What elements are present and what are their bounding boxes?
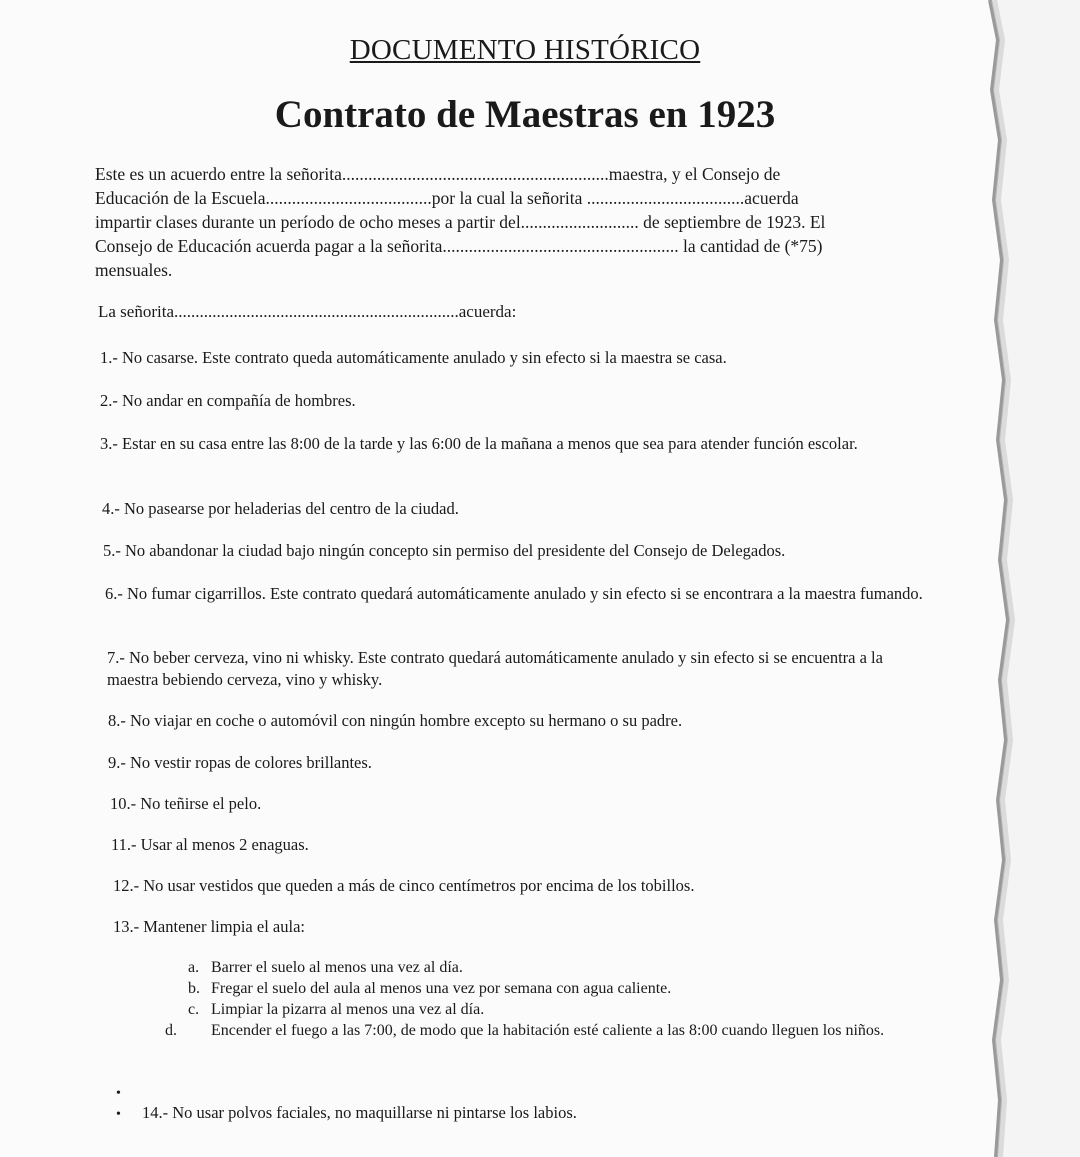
torn-paper-edge bbox=[970, 0, 1080, 1157]
subclause-d bbox=[165, 1020, 901, 1041]
clause-7: 7.- No beber cerveza, vino ni whisky. Este contrato quedará automáticamente anulado y sin efecto si se encuentra a la maestra bebiendo cerveza, vino y whisky. bbox=[107, 648, 883, 689]
clause-11: 11.- Usar al menos 2 enaguas. bbox=[111, 835, 309, 854]
intro-line: mensuales. bbox=[95, 260, 173, 280]
subclause-text: Encender el fuego a las 7:00, de modo que la habitación esté caliente a las 8:00 cuando lleguen los niños. bbox=[211, 1022, 885, 1039]
clause-4: 4.- No pasearse por heladerias del centro de la ciudad. bbox=[102, 499, 459, 518]
subclause-text: Barrer el suelo al menos una vez al día. bbox=[211, 959, 463, 976]
subclause-a bbox=[188, 957, 888, 978]
subclause-b bbox=[188, 978, 888, 999]
clause-8: 8.- No viajar en coche o automóvil con ningún hombre excepto su hermano o su padre. bbox=[108, 711, 683, 730]
subclause-letter: d. bbox=[165, 1022, 177, 1039]
subclause-c bbox=[188, 999, 888, 1020]
clause-9: 9.- No vestir ropas de colores brillantes. bbox=[108, 753, 372, 772]
bullet-item-clause-14 bbox=[116, 1103, 577, 1123]
intro-line: Consejo de Educación acuerda pagar a la señorita...................................................... la cantidad de (*75) bbox=[95, 236, 823, 256]
subclause-letter: c. bbox=[188, 1001, 200, 1018]
subclause-letter: a. bbox=[188, 959, 200, 976]
document-title: Contrato de Maestras en 1923 bbox=[274, 93, 776, 136]
clause-10: 10.- No teñirse el pelo. bbox=[110, 794, 262, 813]
bullet-item-empty bbox=[116, 1082, 142, 1102]
bullet-icon: • bbox=[116, 1107, 121, 1122]
document-heading: DOCUMENTO HISTÓRICO bbox=[349, 34, 701, 66]
senorita-agrees-line: La señorita...................................................................acuerda: bbox=[98, 302, 517, 321]
bullet-icon: • bbox=[116, 1086, 121, 1101]
clause-12: 12.- No usar vestidos que queden a más de cinco centímetros por encima de los tobillos. bbox=[113, 876, 695, 895]
subclause-letter: b. bbox=[188, 980, 200, 997]
subclause-text: Fregar el suelo del aula al menos una vez por semana con agua caliente. bbox=[211, 980, 672, 997]
subclause-text: Limpiar la pizarra al menos una vez al día. bbox=[211, 1001, 485, 1018]
clause-13: 13.- Mantener limpia el aula: bbox=[113, 917, 305, 936]
clause-1: 1.- No casarse. Este contrato queda automáticamente anulado y sin efecto si la maestra se casa. bbox=[100, 348, 727, 367]
clause-6: 6.- No fumar cigarrillos. Este contrato quedará automáticamente anulado y sin efecto si se encontrara a la maestra fumando. bbox=[105, 584, 923, 603]
intro-line: Educación de la Escuela......................................por la cual la señorita ....................................acuerda bbox=[95, 188, 799, 208]
clause-3: 3.- Estar en su casa entre las 8:00 de la tarde y las 6:00 de la mañana a menos que sea para atender función escolar. bbox=[100, 434, 858, 453]
clause-5: 5.- No abandonar la ciudad bajo ningún concepto sin permiso del presidente del Consejo de Delegados. bbox=[103, 541, 786, 560]
intro-line: Este es un acuerdo entre la señorita.............................................................maestra, y el Consejo de bbox=[95, 164, 781, 184]
clause-2: 2.- No andar en compañía de hombres. bbox=[100, 391, 356, 410]
intro-paragraph bbox=[95, 162, 935, 282]
clause-14: 14.- No usar polvos faciales, no maquillarse ni pintarse los labios. bbox=[142, 1103, 577, 1122]
intro-line: impartir clases durante un período de ocho meses a partir del........................... de septiembre de 1923. El bbox=[95, 212, 826, 232]
